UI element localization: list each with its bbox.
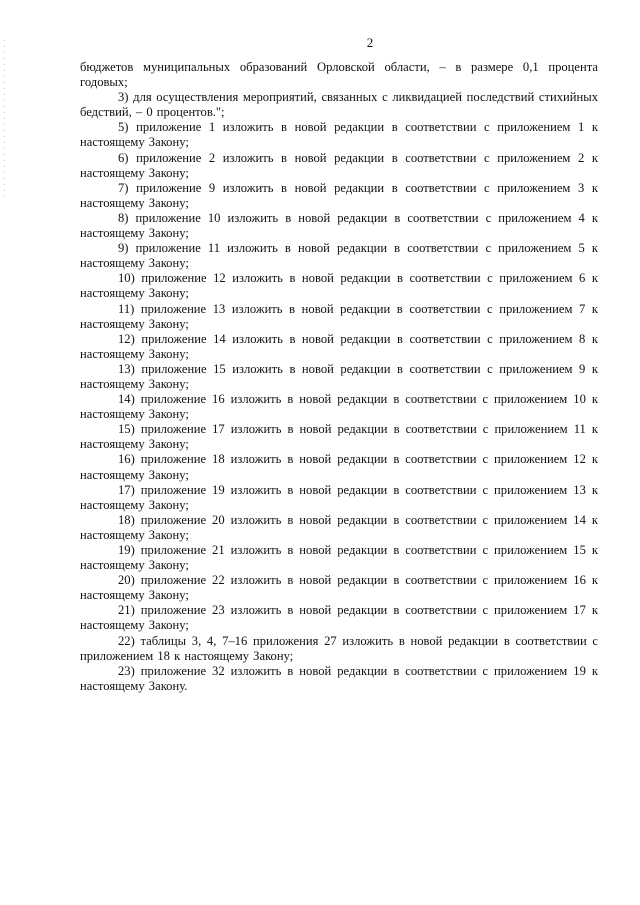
list-item: 3) для осуществления мероприятий, связанных с ликвидацией последствий стихийных бедствий, – 0 процентов."; [80,90,598,120]
list-item: 18) приложение 20 изложить в новой редакции в соответствии с приложением 14 к настоящему Закону; [80,512,598,542]
list-item: 10) приложение 12 изложить в новой редакции в соответствии с приложением 6 к настоящему Закону; [80,271,598,301]
list-item: 9) приложение 11 изложить в новой редакции в соответствии с приложением 5 к настоящему Закону; [80,241,598,271]
page-number: 2 [366,35,374,50]
list-item: 21) приложение 23 изложить в новой редакции в соответствии с приложением 17 к настоящему Закону; [80,603,598,633]
list-item: 14) приложение 16 изложить в новой редакции в соответствии с приложением 10 к настоящему Закону; [80,392,598,422]
list-item: 8) приложение 10 изложить в новой редакции в соответствии с приложением 4 к настоящему Закону; [80,210,598,241]
list-item: 6) приложение 2 изложить в новой редакции в соответствии с приложением 2 к настоящему Закону; [80,150,598,180]
list-item: 23) приложение 32 изложить в новой редакции в соответствии с приложением 19 к настоящему Закону. [80,663,598,693]
list-item: 15) приложение 17 изложить в новой редакции в соответствии с приложением 11 к настоящему Закону; [80,422,598,452]
list-item: 20) приложение 22 изложить в новой редакции в соответствии с приложением 16 к настоящему Закону; [80,573,598,603]
list-item: 5) приложение 1 изложить в новой редакции в соответствии с приложением 1 к настоящему Закону; [80,120,598,150]
list-item: 16) приложение 18 изложить в новой редакции в соответствии с приложением 12 к настоящему Закону; [80,452,598,482]
list-item: 7) приложение 9 изложить в новой редакции в соответствии с приложением 3 к настоящему Закону; [80,180,598,210]
paragraph: бюджетов муниципальных образований Орловской области, – в размере 0,1 процента годовых; [80,60,598,90]
margin-dots [4,40,5,200]
list-item: 13) приложение 15 изложить в новой редакции в соответствии с приложением 9 к настоящему Закону; [80,361,598,391]
list-item: 22) таблицы 3, 4, 7–16 приложения 27 изложить в новой редакции в соответствии с приложением 18 к настоящему Закону; [80,633,598,663]
list-item: 11) приложение 13 изложить в новой редакции в соответствии с приложением 7 к настоящему Закону; [80,301,598,331]
list-item: 19) приложение 21 изложить в новой редакции в соответствии с приложением 15 к настоящему Закону; [80,543,598,573]
list-item: 17) приложение 19 изложить в новой редакции в соответствии с приложением 13 к настоящему Закону; [80,482,598,512]
document-body [80,60,598,694]
list-item: 12) приложение 14 изложить в новой редакции в соответствии с приложением 8 к настоящему Закону; [80,331,598,361]
